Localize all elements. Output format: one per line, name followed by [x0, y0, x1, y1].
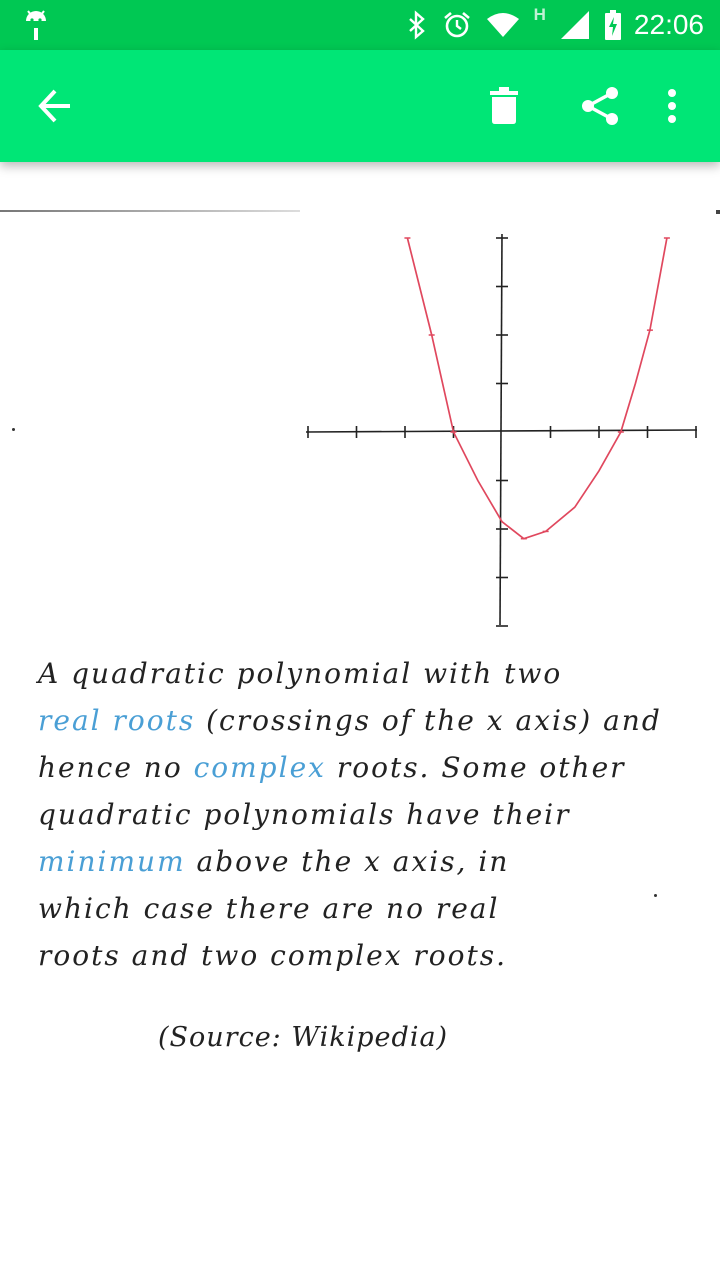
note-line: [38, 744, 678, 791]
ink-speck: [12, 428, 15, 431]
note-text: which case there are no real: [38, 892, 500, 925]
wifi-icon: [486, 12, 520, 38]
note-line: [38, 791, 678, 838]
page-edge: [0, 210, 300, 212]
note-line: [38, 838, 678, 885]
highlight-complex: complex: [193, 751, 326, 784]
delete-button[interactable]: [476, 78, 532, 134]
handwritten-note: [38, 650, 678, 979]
app-toolbar: [0, 50, 720, 162]
alarm-icon: [442, 10, 472, 40]
parabola-curve: [407, 238, 667, 539]
source-citation: (Source: Wikipedia): [158, 1022, 449, 1053]
note-text: quadratic polynomials have their: [38, 798, 571, 831]
battery-charging-icon: [604, 10, 622, 40]
note-text: A quadratic polynomial with two: [38, 657, 563, 690]
note-line: [38, 885, 678, 932]
network-type: H: [533, 5, 546, 24]
note-page: [0, 162, 720, 1280]
signal-icon: [560, 10, 590, 40]
note-line: [38, 697, 678, 744]
note-text: above the x axis, in: [185, 845, 510, 878]
share-button[interactable]: [572, 78, 628, 134]
note-text: (crossings of the x axis) and: [195, 704, 662, 737]
note-line: [38, 650, 678, 697]
highlight-real-roots: real roots: [38, 704, 196, 737]
back-button[interactable]: [27, 78, 83, 134]
clock: 22:06: [633, 9, 704, 40]
note-text: hence no: [38, 751, 194, 784]
status-bar: [0, 0, 720, 50]
highlight-minimum: minimum: [38, 845, 186, 878]
page-edge-mark: [716, 210, 720, 214]
back-arrow-icon: [36, 87, 74, 125]
bluetooth-icon: [406, 10, 428, 40]
quadratic-graph: [300, 222, 700, 632]
note-line: [38, 932, 678, 979]
delete-icon: [489, 87, 519, 125]
more-vert-icon: [667, 88, 677, 124]
android-icon: [22, 8, 50, 42]
status-icons: [392, 0, 704, 50]
share-icon: [580, 86, 620, 126]
note-text: roots. Some other: [325, 751, 626, 784]
note-text: roots and two complex roots.: [38, 939, 507, 972]
y-axis: [500, 234, 502, 625]
more-options-button[interactable]: [644, 78, 700, 134]
